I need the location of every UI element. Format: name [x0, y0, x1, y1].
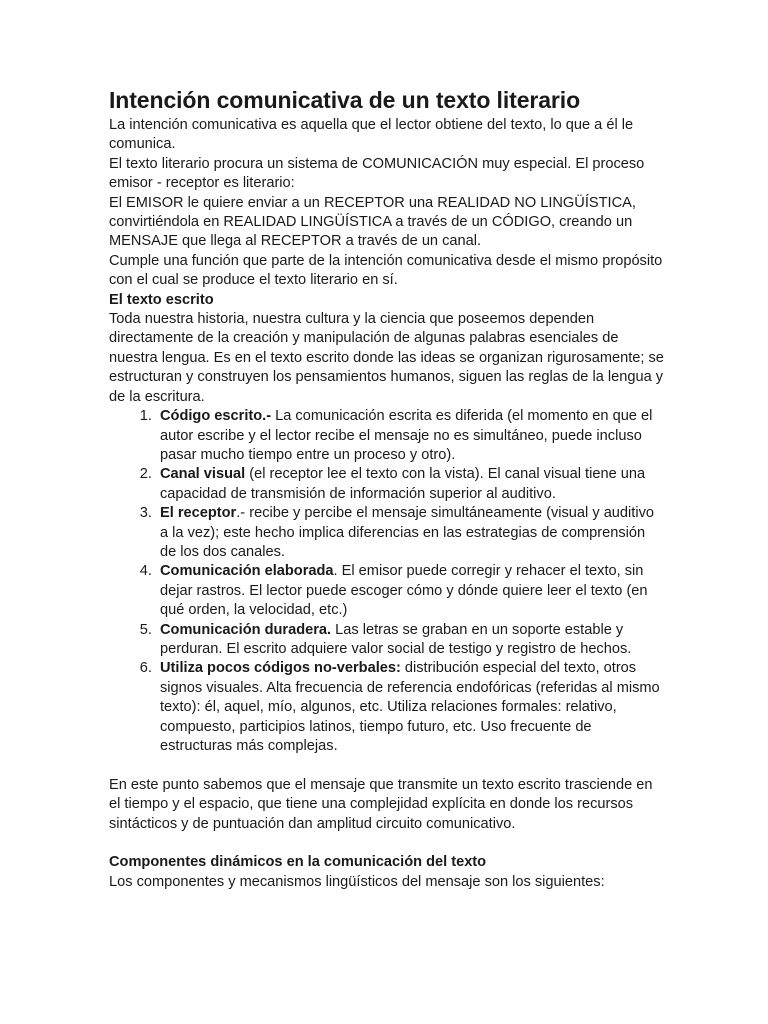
intro-paragraph-1: La intención comunicativa es aquella que el lector obtiene del texto, lo que a él le comunica. — [109, 117, 634, 153]
intro-paragraph-4: Cumple una función que parte de la intención comunicativa desde el mismo propósito con el cual se produce el texto literario en sí. — [109, 252, 663, 289]
section-body-componentes: Los componentes y mecanismos lingüísticos del mensaje son los siguientes: — [109, 873, 605, 890]
list-item-text: . El emisor puede corregir y rehacer el texto, sin dejar rastros. El lector puede escoger cómo y dónde quiere leer el texto (en qué orden, la velocidad, etc.) — [160, 563, 648, 619]
list-item-term: Comunicación duradera. — [160, 621, 332, 638]
list-item — [156, 465, 665, 504]
list-item — [156, 659, 665, 756]
list-item-text: (el receptor lee el texto con la vista). El canal visual tiene una capacidad de transmisión de información superior al auditivo. — [160, 466, 646, 502]
list-item-text: Las letras se graban en un soporte estable y perduran. El escrito adquiere valor social de testigo y registro de hechos. — [160, 621, 632, 657]
intro-paragraph-2: El texto literario procura un sistema de COMUNICACIÓN muy especial. El proceso emisor - receptor es literario: — [109, 155, 645, 192]
section-heading-texto-escrito: El texto escrito — [109, 291, 214, 308]
document-page — [109, 84, 665, 892]
section-heading-componentes: Componentes dinámicos en la comunicación del texto — [109, 854, 487, 871]
list-item-text: distribución especial del texto, otros signos visuales. Alta frecuencia de referencia endofóricas (referidas al mismo texto): él, aquel, mío, algunos, etc. Utiliza relaciones formales: relativo, compuesto, participios latinos, tiempo futuro, etc. Uso frecuente de estructuras más complejas. — [160, 660, 660, 754]
list-item-text: .- recibe y percibe el mensaje simultáneamente (visual y auditivo a la vez); este hecho implica diferencias en las estrategias de comprensión de los dos canales. — [160, 505, 654, 560]
list-item-term: Código escrito.- — [160, 408, 272, 425]
list-item-term: Utiliza pocos códigos no-verbales: — [160, 660, 401, 677]
list-item-term: El receptor — [160, 505, 237, 522]
list-item-term: Canal visual — [160, 466, 246, 483]
list-item — [156, 621, 665, 660]
list-item — [156, 504, 665, 562]
characteristics-list — [109, 407, 665, 756]
list-item — [156, 562, 665, 620]
intro-paragraph-3: El EMISOR le quiere enviar a un RECEPTOR una REALIDAD NO LINGÜÍSTICA, convirtiéndola en REALIDAD LINGÜÍSTICA a través de un CÓDIGO, creando un MENSAJE que llega al RECEPTOR a través de un canal. — [109, 194, 636, 250]
spacer — [109, 756, 665, 775]
document-title: Intención comunicativa de un texto literario — [109, 87, 581, 113]
spacer — [109, 834, 665, 853]
section-body-texto-escrito: Toda nuestra historia, nuestra cultura y la ciencia que poseemos dependen directamente de la creación y manipulación de algunas palabras esenciales de nuestra lengua. Es en el texto escrito donde las ideas se organizan rigurosamente; se estructuran y construyen los pensamientos humanos, siguen las reglas de la lengua y de la escritura. — [109, 311, 664, 405]
list-item-text: La comunicación escrita es diferida (el momento en que el autor escribe y el lector recibe el mensaje no es simultáneo, puede incluso pasar mucho tiempo entre un proceso y otro). — [160, 408, 653, 463]
list-item — [156, 407, 665, 465]
list-item-term: Comunicación elaborada — [160, 563, 334, 580]
closing-paragraph: En este punto sabemos que el mensaje que transmite un texto escrito trasciende en el tiempo y el espacio, que tiene una complejidad explícita en donde los recursos sintácticos y de puntuación dan amplitud circuito comunicativo. — [109, 776, 653, 832]
